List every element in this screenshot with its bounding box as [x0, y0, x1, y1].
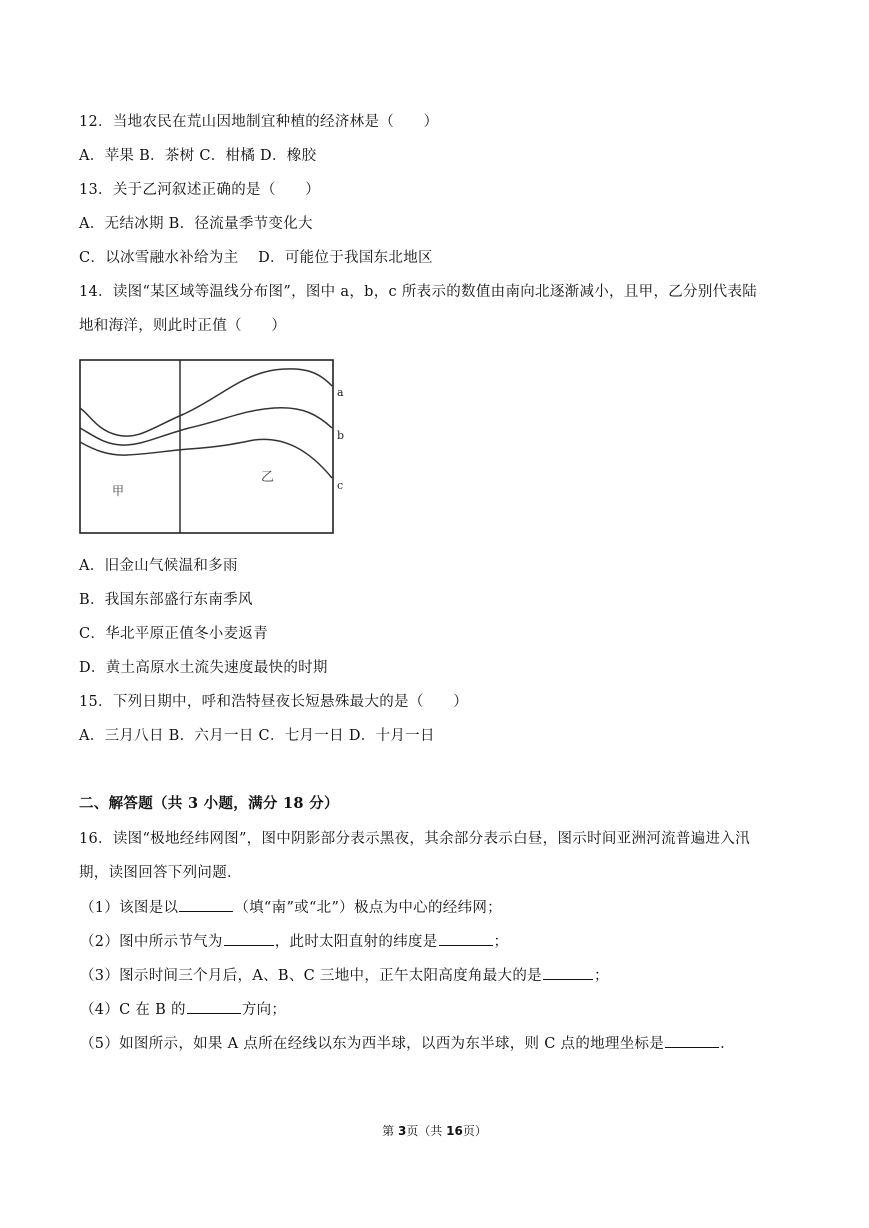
q13-options-line2: C．以冰雪融水补给为主 D．可能位于我国东北地区	[79, 250, 433, 266]
q14-option-c: C．华北平原正值冬小麦返青	[79, 626, 268, 642]
q16-part3-blank[interactable]	[543, 965, 593, 980]
q13-stem: 13．关于乙河叙述正确的是（ ）	[79, 182, 321, 198]
q14-stem-line1: 14．读图“某区域等温线分布图”，图中 a，b，c 所表示的数值由南向北逐渐减小，且甲，乙分别代表陆	[79, 284, 758, 300]
q14-option-b: B．我国东部盛行东南季风	[79, 592, 253, 608]
q14-option-d: D．黄土高原水土流失速度最快的时期	[79, 660, 328, 676]
label-land: 甲	[112, 484, 125, 498]
q15-stem: 15．下列日期中，呼和浩特昼夜长短悬殊最大的是（ ）	[79, 694, 469, 710]
q12-stem: 12．当地农民在荒山因地制宜种植的经济林是（ ）	[79, 114, 439, 130]
footer-total-pages: 16	[446, 1124, 463, 1138]
q16-part5	[80, 1033, 735, 1054]
footer-page-number: 3	[397, 1124, 407, 1138]
isotherm-figure	[79, 358, 349, 542]
q16-part5-before: （5）如图所示，如果 A 点所在经线以东为西半球，以西为东半球，则 C 点的地理坐标是	[80, 1036, 665, 1052]
section2-heading: 二、解答题（共 3 小题，满分 18 分）	[79, 795, 339, 812]
footer-suffix: 页）	[462, 1124, 487, 1138]
q16-part1	[80, 897, 502, 918]
label-b: b	[337, 429, 345, 442]
q16-part2	[80, 931, 508, 952]
q16-part2-after: ；	[493, 934, 509, 950]
q16-stem-line2: 期，读图回答下列问题．	[79, 865, 242, 881]
q12-options: A．苹果 B．茶树 C．柑橘 D．橡胶	[79, 148, 317, 164]
isotherm-diagram	[79, 358, 349, 538]
q16-part2-middle: ，此时太阳直射的纬度是	[274, 934, 438, 950]
q16-part2-before: （2）图中所示节气为	[80, 934, 223, 950]
q16-part3	[80, 965, 609, 986]
q16-part2-blank1[interactable]	[224, 931, 274, 946]
label-c: c	[337, 479, 344, 492]
q16-part4-after: 方向；	[241, 1002, 287, 1018]
q13-options-line1: A．无结冰期 B．径流量季节变化大	[79, 216, 313, 232]
q16-part1-blank[interactable]	[179, 897, 233, 912]
label-a: a	[337, 386, 344, 399]
q16-part5-after: ．	[720, 1036, 735, 1052]
q16-part4-before: （4）C 在 B 的	[80, 1002, 186, 1018]
label-sea: 乙	[261, 470, 275, 485]
footer-prefix: 第	[382, 1124, 398, 1138]
q16-part1-after: （填“南”或“北”）极点为中心的经纬网；	[234, 900, 502, 916]
q16-part1-before: （1）该图是以	[80, 900, 179, 916]
q14-option-a: A．旧金山气候温和多雨	[79, 558, 238, 574]
page-footer	[0, 1122, 869, 1139]
q16-part2-blank2[interactable]	[439, 931, 493, 946]
q16-part3-before: （3）图示时间三个月后，A、B、C 三地中，正午太阳高度角最大的是	[80, 968, 542, 984]
footer-middle: 页（共	[406, 1124, 447, 1138]
q16-part5-blank[interactable]	[665, 1033, 719, 1048]
isotherm-a	[80, 369, 332, 436]
q16-stem-line1: 16．读图“极地经纬网图”，图中阴影部分表示黑夜，其余部分表示白昼，图示时间亚洲河流普遍进入汛	[79, 831, 750, 847]
q15-options: A．三月八日 B．六月一日 C．七月一日 D．十月一日	[79, 728, 435, 744]
q16-part3-after: ；	[593, 968, 609, 984]
isotherm-b	[80, 408, 332, 445]
q16-part4-blank[interactable]	[187, 999, 241, 1014]
q16-part4	[80, 999, 286, 1020]
q14-stem-line2: 地和海洋，则此时正值（ ）	[79, 318, 287, 334]
